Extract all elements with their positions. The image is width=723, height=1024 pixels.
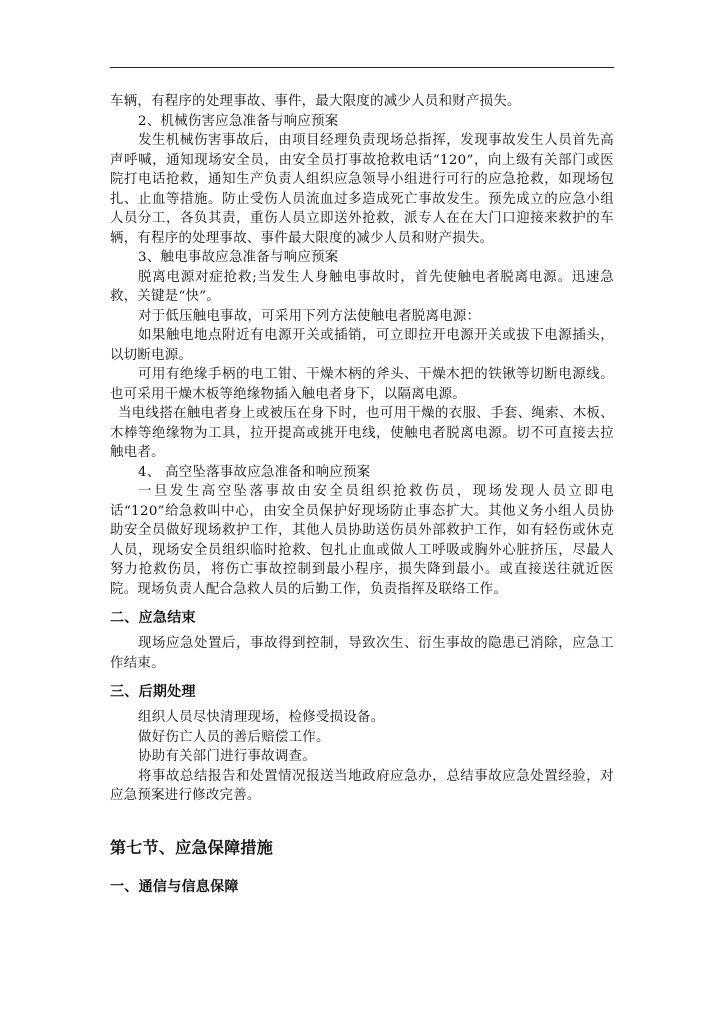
list-item: 协助有关部门进行事故调查。: [138, 749, 316, 764]
section-heading-after: 三、后期处理: [110, 684, 196, 700]
section-heading-comm: 一、通信与信息保障: [110, 878, 239, 895]
document-body: [110, 92, 614, 897]
paragraph: 车辆，有程序的处理事故、事件，最大限度的减少人员和财产损失。: [110, 94, 521, 109]
paragraph: 当电线搭在触电者身上或被压在身下时，也可用干燥的衣服、手套、绳索、木板、木棒等绝缘物为工具，拉开提高或挑开电线，使触电者脱离电源。切不可直接去拉触电者。: [110, 406, 614, 460]
paragraph: 对于低压触电事故，可采用下列方法使触电者脱离电源：: [138, 308, 481, 324]
paragraph: 可用有绝缘手柄的电工钳、干燥木柄的斧头、干燥木把的铁锹等切断电源线。也可采用干燥木板等绝缘物插入触电者身下，以隔离电源。: [110, 367, 614, 402]
paragraph: 如果触电地点附近有电源开关或插销，可立即拉开电源开关或拔下电源插头，以切断电源。: [110, 328, 614, 363]
list-item: 做好伤亡人员的善后赔偿工作。: [138, 729, 330, 745]
section-heading-end: 二、应急结束: [110, 610, 196, 626]
paragraph: 现场应急处置后，事故得到控制，导致次生、衍生事故的隐患已消除，应急工作结束。: [110, 636, 614, 671]
subsection-title: 2、机械伤害应急准备与响应预案: [138, 113, 339, 129]
paragraph: 脱离电源对症抢救;当发生人身触电事故时，首先使触电者脱离电源。迅速急救，关键是“快”。: [110, 269, 614, 304]
chapter-heading: 第七节、应急保障措施: [110, 837, 274, 857]
paragraph: 发生机械伤害事故后，由项目经理负责现场总指挥，发现事故发生人员首先高声呼喊，通知现场安全员，由安全员打事故抢救电话“120”，向上级有关部门或医院打电话抢救，通知生产负责人组织应急领导小组进行可行的应急抢救，如现场包扎、止血等措施。防止受伤人员流血过多造成死亡事故发生。预先成立的应急小组人员分工，各负其责，重伤人员立即送外抢救，派专人在在大门口迎接来救护的车辆，有程序的处理事故、事件最大限度的减少人员和财产损失。: [110, 133, 614, 246]
header-rule: [110, 67, 614, 68]
subsection-title: 3、触电事故应急准备与响应预案: [138, 250, 339, 265]
subsection-title: 4、 高空坠落事故应急准备和响应预案: [138, 464, 371, 480]
list-item: 将事故总结报告和处置情况报送当地政府应急办，总结事故应急处置经验，对应急预案进行修改完善。: [110, 768, 614, 803]
list-item: 组织人员尽快清理现场，检修受损设备。: [138, 710, 385, 725]
paragraph: 一旦发生高空坠落事故由安全员组织抢救伤员，现场发现人员立即电话“120”给急救叫中心，由安全员保护好现场防止事态扩大。其他义务小组人员协助安全员做好现场救护工作，其他人员协助送伤员外部救护工作，如有轻伤或休克人员，现场安全员组织临时抢救、包扎止血或做人工呼吸或胸外心脏挤压，尽最人努力抢救伤员，将伤亡事故控制到最小程序，损失降到最小。或直接送往就近医院。现场负责人配合急救人员的后勤工作，负责指挥及联络工作。: [110, 484, 614, 597]
